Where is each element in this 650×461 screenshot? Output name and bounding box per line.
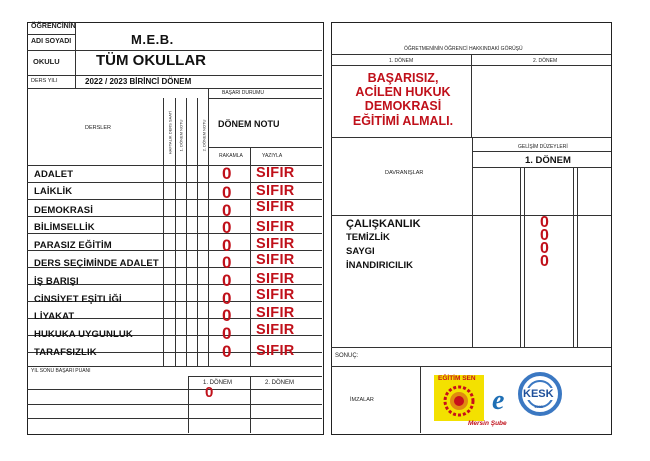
yil-sonu-label: YIL SONU BAŞARI PUANI: [31, 368, 91, 374]
behavior-name: İNANDIRICILIK: [346, 260, 414, 271]
subject-grade: 0: [222, 271, 232, 290]
behavior-grade: 0: [540, 253, 549, 270]
teacher-comment-line-1: BAŞARISIZ,: [367, 71, 439, 85]
subject-grade-text: SIFIR: [256, 252, 295, 268]
subject-grade: 0: [222, 183, 232, 202]
ogrencinin-label: ÖĞRENCİNİN: [31, 23, 76, 30]
svg-text:e: e: [492, 385, 505, 414]
subject-name: DEMOKRASİ: [34, 205, 93, 216]
subject-grade-text: SIFIR: [256, 343, 295, 359]
subject-grade-text: SIFIR: [256, 287, 295, 303]
sonuc-label: SONUÇ:: [335, 353, 359, 359]
subject-grade: 0: [222, 201, 232, 220]
rakamla-label: RAKAMLA: [219, 153, 243, 159]
davranislar-label: DAVRANIŞLAR: [385, 170, 424, 176]
behavior-name: SAYGI: [346, 246, 375, 257]
basari-durumu-label: BAŞARI DURUMU: [222, 90, 264, 96]
donem-notu-label: DÖNEM NOTU: [218, 119, 280, 129]
subject-name: HUKUKA UYGUNLUK: [34, 329, 133, 340]
subject-name: DERS SEÇİMİNDE ADALET: [34, 258, 159, 269]
behavior-name: ÇALIŞKANLIK: [346, 218, 421, 230]
subject-grade: 0: [222, 306, 232, 325]
behavior-grade: 0: [540, 227, 549, 244]
subject-grade: 0: [222, 218, 232, 237]
d2-notu-label: 2. DÖNEM NOTU: [201, 119, 207, 152]
kesk-logo: [518, 372, 562, 424]
school-name: TÜM OKULLAR: [96, 52, 206, 69]
behavior-name: TEMİZLİK: [346, 232, 390, 243]
e-logo: [490, 384, 518, 414]
d1-notu-label: 1. DÖNEM NOTU: [178, 119, 184, 152]
subject-grade: 0: [222, 164, 232, 183]
yil-sonu-grade: 0: [205, 384, 214, 401]
teacher-comment-line-2: ACİLEN HUKUK: [355, 85, 451, 99]
subject-name: İŞ BARIŞI: [34, 276, 79, 287]
subject-name: LAİKLİK: [34, 186, 73, 197]
imzalar-label: İMZALAR: [350, 397, 374, 403]
egitim-sen-logo: [432, 374, 486, 422]
subject-name: TARAFSIZLIK: [34, 347, 97, 358]
subject-name: CİNSİYET EŞİTLİĞİ: [34, 294, 122, 305]
subject-grade-text: SIFIR: [256, 165, 295, 181]
okulu-label: OKULU: [33, 57, 60, 66]
yaziyla-label: YAZIYLA: [262, 153, 283, 159]
subject-grade: 0: [222, 342, 232, 361]
subject-name: PARASIZ EĞİTİM: [34, 240, 112, 251]
subject-grade-text: SIFIR: [256, 219, 295, 235]
kesk-logo-year: 1995: [534, 404, 543, 409]
subject-grade-text: SIFIR: [256, 322, 295, 338]
school-year: 2022 / 2023 BİRİNCİ DÖNEM: [85, 77, 192, 86]
adi-soyadi-label: ADI SOYADI: [31, 38, 72, 45]
teacher-comment-line-3: DEMOKRASİ: [364, 99, 442, 113]
gorus-title: ÖĞRETMENİNİN ÖĞRENCİ HAKKINDAKİ GÖRÜŞÜ: [404, 46, 523, 52]
kesk-logo-text: KESK: [523, 388, 554, 400]
behavior-grade: 0: [540, 240, 549, 257]
gorus-d1-label: 1. DÖNEM: [389, 58, 414, 64]
yil-sonu-d2-label: 2. DÖNEM: [265, 380, 295, 386]
dersler-label: DERSLER: [85, 125, 111, 131]
subject-grade: 0: [222, 289, 232, 308]
egitim-sen-logo-text: EĞİTİM SEN: [438, 375, 476, 382]
subject-grade-text: SIFIR: [256, 305, 295, 321]
subject-grade: 0: [222, 324, 232, 343]
yil-sonu-d1-label: 1. DÖNEM: [203, 380, 233, 386]
gelisim-label: GELİŞİM DÜZEYLERİ: [518, 144, 568, 150]
haftalik-ders-saati-label: HAFTALIK DERS SAATİ: [167, 110, 173, 155]
ders-yili-label: DERS YILI: [31, 78, 58, 84]
subject-grade: 0: [222, 253, 232, 272]
meb-title: M.E.B.: [131, 32, 174, 47]
subject-grade-text: SIFIR: [256, 183, 295, 199]
subject-grade-text: SIFIR: [256, 199, 295, 215]
subject-grade: 0: [222, 236, 232, 255]
behavior-grade: 0: [540, 214, 549, 231]
subject-name: BİLİMSELLİK: [34, 222, 95, 233]
mersin-sube-label: Mersin Şube: [468, 420, 507, 427]
subject-name: LİYAKAT: [34, 311, 75, 322]
teacher-comment-line-4: EĞİTİMİ ALMALI.: [352, 114, 454, 128]
gorus-d2-label: 2. DÖNEM: [533, 58, 558, 64]
subject-grade-text: SIFIR: [256, 236, 295, 252]
gelisim-d1-label: 1. DÖNEM: [525, 155, 571, 166]
subject-grade-text: SIFIR: [256, 271, 295, 287]
subject-name: ADALET: [34, 169, 74, 180]
